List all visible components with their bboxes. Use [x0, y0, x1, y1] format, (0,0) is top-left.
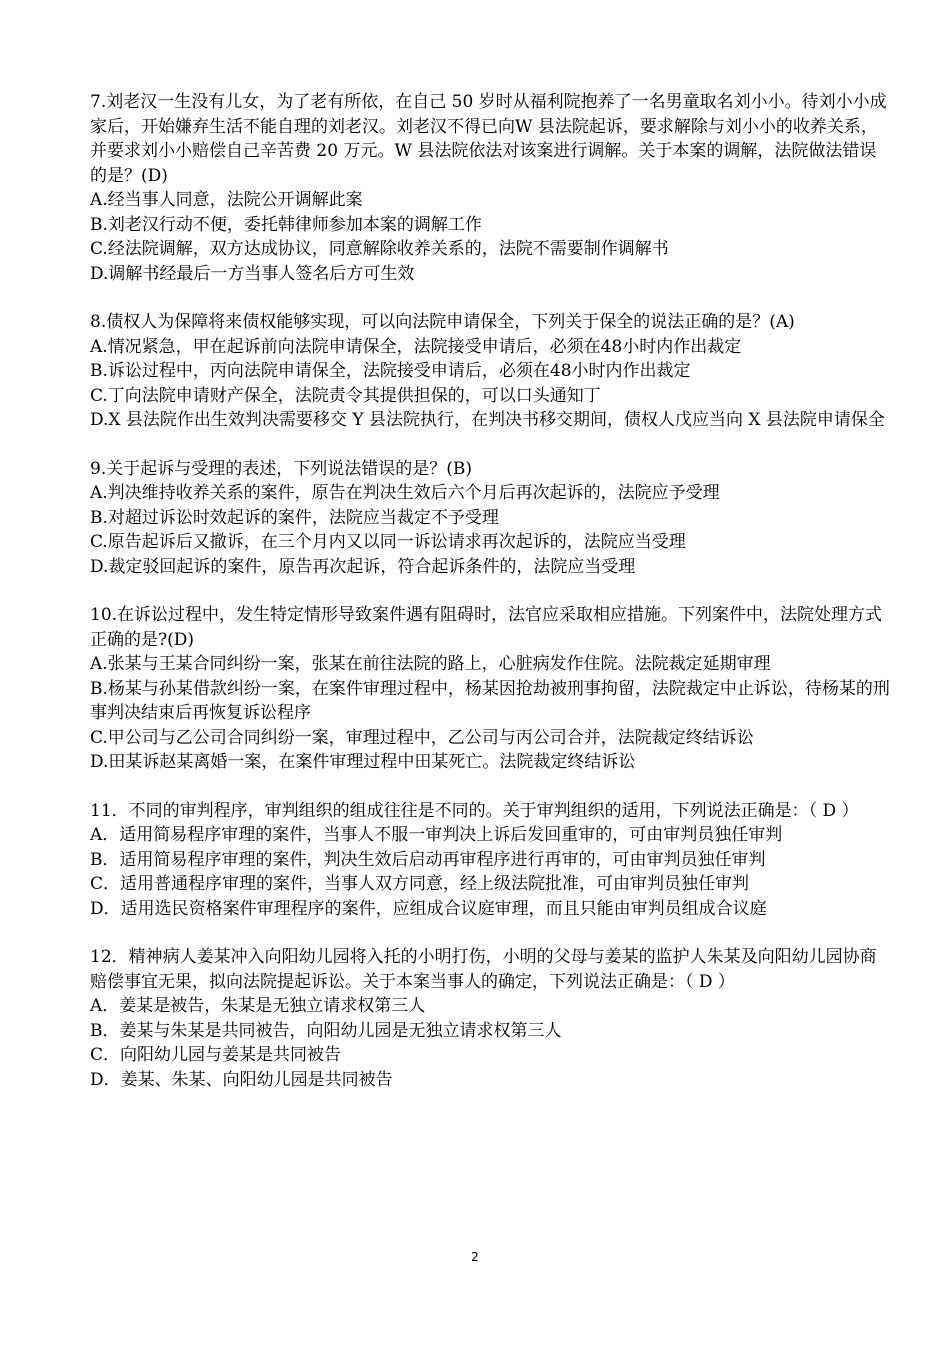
question-stem: 7.刘老汉一生没有儿女，为了老有所依，在自己 50 岁时从福利院抱养了一名男童取名刘小小。待刘小小成家后，开始嫌弃生活不能自理的刘老汉。刘老汉不得已向W 县法院起诉，要求解除与刘小小的收养关系，并要求刘小小赔偿自己辛苦费 20 万元。W 县法院依法对该案进行调解。关于本案的调解，法院做法错误的是？(D) [90, 92, 887, 186]
answer-option: D．姜某、朱某、向阳幼儿园是共同被告 [90, 1069, 393, 1090]
question-stem: 10.在诉讼过程中，发生特定情形导致案件遇有阻碍时，法官应采取相应措施。下列案件中，法院处理方式正确的是?(D) [90, 605, 883, 650]
answer-option: A．适用简易程序审理的案件，当事人不服一审判决上诉后发回重审的，可由审判员独任审判 [90, 825, 783, 845]
answer-option: A．姜某是被告，朱某是无独立请求权第三人 [90, 996, 426, 1016]
question-block [90, 90, 890, 286]
question-stem: 12．精神病人姜某冲入向阳幼儿园将入托的小明打伤，小明的父母与姜某的监护人朱某及向阳幼儿园协商赔偿事宜无果，拟向法院提起诉讼。关于本案当事人的确定，下列说法正确是：（ D ） [90, 947, 877, 992]
answer-option: C.丁向法院申请财产保全，法院责令其提供担保的，可以口头通知丁 [90, 385, 601, 406]
answer-option: C.经法院调解，双方达成协议，同意解除收养关系的，法院不需要制作调解书 [90, 239, 669, 259]
answer-option: B.对超过诉讼时效起诉的案件，法院应当裁定不予受理 [90, 507, 499, 528]
answer-option: B.杨某与孙某借款纠纷一案，在案件审理过程中，杨某因抢劫被刑事拘留，法院裁定中止诉讼，待杨某的刑事判决结束后再恢复诉讼程序 [90, 678, 890, 723]
answer-option: C．向阳幼儿园与姜某是共同被告 [90, 1045, 342, 1065]
question-stem: 8.债权人为保障将来债权能够实现，可以向法院申请保全，下列关于保全的说法正确的是？(A) [90, 312, 795, 332]
answer-option: A.情况紧急，甲在起诉前向法院申请保全，法院接受申请后，必须在48小时内作出裁定 [90, 336, 742, 357]
question-stem: 9.关于起诉与受理的表述，下列说法错误的是？(B) [90, 458, 472, 479]
question-block [90, 310, 890, 433]
answer-option: D.X 县法院作出生效判决需要移交 Y 县法院执行，在判决书移交期间，债权人戊应当向 X 县法院申请保全 [90, 410, 885, 430]
question-list [90, 90, 890, 1092]
question-block [90, 945, 890, 1092]
answer-option: D．适用选民资格案件审理程序的案件，应组成合议庭审理，而且只能由审判员组成合议庭 [90, 898, 767, 919]
answer-option: B.诉讼过程中，丙向法院申请保全，法院接受申请后，必须在48小时内作出裁定 [90, 361, 691, 381]
question-stem: 11．不同的审判程序，审判组织的组成往往是不同的。关于审判组织的适用，下列说法正确是：（ D ） [90, 800, 859, 821]
answer-option: B.刘老汉行动不便，委托韩律师参加本案的调解工作 [90, 214, 482, 235]
question-block [90, 457, 890, 580]
answer-option: C.甲公司与乙公司合同纠纷一案，审理过程中，乙公司与丙公司合并，法院裁定终结诉讼 [90, 727, 754, 748]
answer-option: A.判决维持收养关系的案件，原告在判决生效后六个月后再次起诉的，法院应予受理 [90, 483, 720, 503]
answer-option: B．姜某与朱某是共同被告，向阳幼儿园是无独立请求权第三人 [90, 1020, 562, 1041]
answer-option: D.调解书经最后一方当事人签名后方可生效 [90, 263, 415, 284]
answer-option: B．适用简易程序审理的案件，判决生效后启动再审程序进行再审的，可由审判员独任审判 [90, 849, 766, 870]
answer-option: A.经当事人同意，法院公开调解此案 [90, 190, 363, 210]
page-number: 2 [471, 1250, 479, 1264]
answer-option: C.原告起诉后又撤诉，在三个月内又以同一诉讼请求再次起诉的，法院应当受理 [90, 532, 686, 552]
question-block [90, 799, 890, 922]
answer-option: D.裁定驳回起诉的案件，原告再次起诉，符合起诉条件的，法院应当受理 [90, 556, 636, 577]
answer-option: A.张某与王某合同纠纷一案，张某在前往法院的路上，心脏病发作住院。法院裁定延期审理 [90, 654, 771, 674]
document-page [90, 90, 890, 1116]
answer-option: D.田某诉赵某离婚一案，在案件审理过程中田某死亡。法院裁定终结诉讼 [90, 752, 636, 772]
answer-option: C．适用普通程序审理的案件，当事人双方同意，经上级法院批准，可由审判员独任审判 [90, 874, 750, 894]
question-block [90, 603, 890, 775]
